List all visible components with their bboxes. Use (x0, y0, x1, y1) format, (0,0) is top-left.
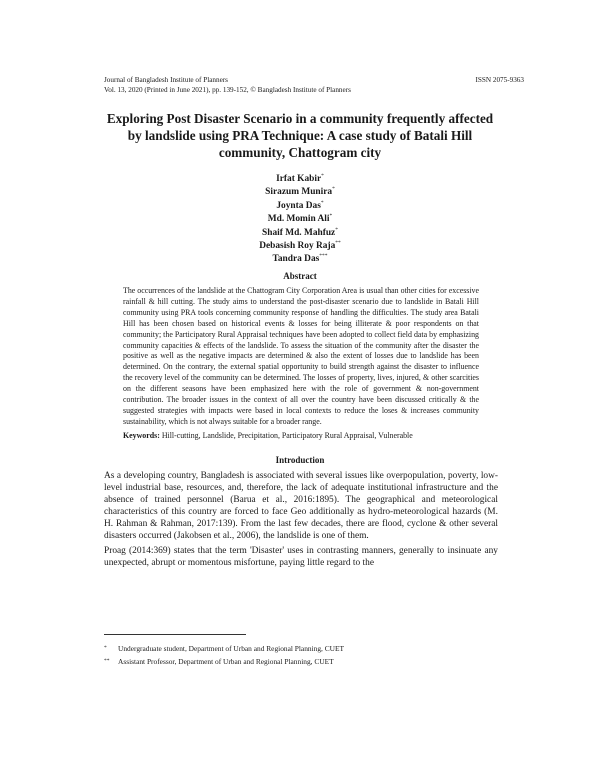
author: Tandra Das*** (272, 253, 328, 265)
author: Debasish Roy Raja** (259, 239, 341, 252)
journal-name: Journal of Bangladesh Institute of Planners (104, 76, 228, 84)
author: Joynta Das* (276, 199, 324, 211)
abstract-text: The occurrences of the landslide at the Chattogram City Corporation Area is usual than other cities for excessive rainfall & hill cutting. The study aims to understand the post-disaster scenario due to landslide in Batali Hill community using PRA tools concerning community response of handling the difficulties. The study area Batali Hill has been chosen based on historical events & losses for being illiterate & poor respondents on that community; the Participatory Rural Appraisal techniques have been adopted to collect field data by emphasizing community capacities & effects of the landslide. To assess the situation of the community after the disaster the positive as well as the negative impacts are determined & also the extent of losses due to landslide has been determined. On the contrary, the external spatial opportunity to build strength against the disaster to influence the recovery level of the community can be determined. The losses of property, lives, injured, & other scarcities on the different seasons have been emphasized here with the role of government & non-government contribution. The broader issues in the context of all over the country have been discussed critically & the suggested strategies with impacts were based in local contexts to reduce the loses & increases community sustainability, which is not always suitable for a broader range. (123, 286, 479, 426)
introduction-body (104, 470, 498, 571)
keywords-label: Keywords: (123, 431, 160, 440)
intro-paragraph-1: As a developing country, Bangladesh is associated with several issues like overpopulation, poverty, low-level industrial base, resources, and, therefore, the lack of adequate institutional infrastructure and the absence of trained personnel (Barua et al., 2016:1895). The geographical and meteorological characteristics of this country are forced to face Geo additionally as hydro-meteorological hazards (M. H. Rahman & Rahman, 2017:139). From the last few decades, there are flood, cyclone & other several disasters occurred (Jakobsen et al., 2006), the landslide is one of them. (104, 471, 498, 542)
journal-header (104, 76, 524, 95)
author: Md. Momin Ali* (267, 213, 333, 225)
author: Shaif Md. Mahfuz* (262, 226, 338, 238)
footnote: ** Assistant Professor, Department of Urban and Regional Planning, CUET (104, 657, 334, 666)
keywords-list: Hill-cutting, Landslide, Precipitation, Participatory Rural Appraisal, Vulnerable (161, 431, 413, 440)
intro-paragraph-2: Proag (2014:369) states that the term 'Disaster' uses in contrasting manners, generally to insinuate any unexpected, abrupt or momentous misfortune, paying little regard to the (104, 545, 498, 568)
volume-info: Vol. 13, 2020 (Printed in June 2021), pp. 139-152, © Bangladesh Institute of Planners (104, 85, 351, 94)
author-list (104, 173, 496, 267)
keywords (123, 431, 479, 441)
abstract-heading: Abstract (283, 271, 317, 281)
introduction-heading: Introduction (275, 455, 325, 465)
issn: ISSN 2075-9363 (475, 76, 524, 84)
paper-title: Exploring Post Disaster Scenario in a community frequently affected by landslide using PRA Technique: A case study of Batali Hill community, Chattogram city (106, 111, 494, 160)
author: Sirazum Munira* (265, 186, 335, 198)
footnote: * Undergraduate student, Department of Urban and Regional Planning, CUET (104, 644, 345, 653)
footnotes (104, 642, 504, 668)
footnote-divider (104, 634, 246, 635)
author: Irfat Kabir* (276, 172, 324, 184)
